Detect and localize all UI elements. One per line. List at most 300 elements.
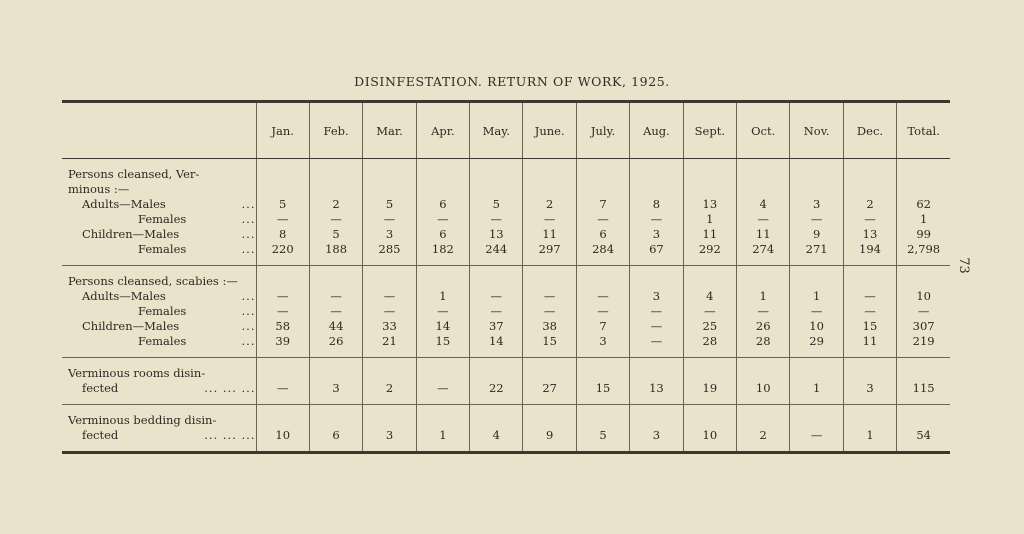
- cell-value: 22: [488, 381, 504, 395]
- cell-value: 38: [542, 319, 557, 333]
- section-heading: Verminous bedding disin-: [68, 413, 217, 427]
- value-cell: [256, 266, 309, 358]
- section-heading: Verminous rooms disin-: [68, 366, 206, 380]
- leader-dots: ... ... ...: [204, 381, 256, 395]
- value-cell: [737, 405, 790, 453]
- value-cell: [363, 266, 416, 358]
- value-cell: [683, 405, 736, 453]
- row-label-text: Females: [138, 334, 187, 348]
- cell-value: 1: [812, 381, 821, 395]
- cell-value: 25: [702, 319, 718, 333]
- spacer: [737, 413, 789, 428]
- spacer: [684, 182, 736, 197]
- row-label: [68, 242, 256, 257]
- cell-value: 220: [271, 242, 294, 256]
- value-cell: [256, 159, 309, 266]
- cell-value: 4: [759, 197, 767, 211]
- cell-value: 3: [385, 428, 394, 442]
- cell-value: 19: [702, 381, 718, 395]
- cell-value: —: [864, 212, 876, 226]
- cell-value: 15: [542, 334, 557, 348]
- spacer: [257, 167, 309, 182]
- cell-value: 5: [599, 428, 607, 442]
- cell-value: 10: [755, 381, 771, 395]
- cell-value: 99: [916, 227, 931, 241]
- cell-value: 11: [542, 227, 557, 241]
- value-cell: [843, 358, 896, 405]
- value-cell: [470, 159, 523, 266]
- cell-value: 15: [862, 319, 878, 333]
- cell-value: 11: [862, 334, 878, 348]
- spacer: [523, 366, 575, 381]
- cell-value: —: [810, 304, 823, 318]
- spacer: [257, 182, 309, 197]
- row-label-text: Adults—Males: [82, 197, 166, 211]
- spacer: [363, 274, 415, 289]
- column-header: Feb.: [309, 102, 362, 159]
- spacer: [577, 167, 629, 182]
- value-cell: [737, 159, 790, 266]
- value-cell: [737, 266, 790, 358]
- spacer: [897, 274, 950, 289]
- row-label-text: fected: [82, 381, 119, 395]
- value-cell: [470, 405, 523, 453]
- cell-value: —: [810, 212, 823, 226]
- cell-value: 2: [759, 428, 767, 442]
- value-cell: [576, 159, 629, 266]
- cell-value: —: [437, 304, 449, 318]
- spacer: [310, 167, 362, 182]
- spacer: [897, 167, 950, 182]
- cell-value: 1: [812, 289, 821, 303]
- cell-value: 10: [916, 289, 931, 303]
- spacer: [363, 413, 415, 428]
- cell-value: 26: [755, 319, 771, 333]
- cell-value: —: [276, 381, 289, 395]
- value-cell: [843, 405, 896, 453]
- cell-value: —: [864, 289, 876, 303]
- cell-value: 182: [431, 242, 454, 256]
- spacer: [417, 182, 469, 197]
- value-cell: [309, 159, 362, 266]
- spacer: [523, 182, 575, 197]
- cell-value: 1: [439, 289, 447, 303]
- value-cell: [576, 266, 629, 358]
- cell-value: 8: [652, 197, 661, 211]
- cell-value: —: [757, 304, 769, 318]
- cell-value: —: [330, 212, 342, 226]
- cell-value: 3: [652, 428, 661, 442]
- cell-value: 3: [652, 227, 661, 241]
- cell-value: 39: [275, 334, 291, 348]
- cell-value: —: [650, 212, 663, 226]
- column-header: May.: [470, 102, 523, 159]
- cell-value: —: [543, 289, 556, 303]
- value-cell: [256, 405, 309, 453]
- value-cell: [523, 358, 576, 405]
- spacer: [790, 167, 842, 182]
- value-cell: [576, 358, 629, 405]
- cell-value: 10: [809, 319, 824, 333]
- value-cell: [523, 405, 576, 453]
- cell-value: 2: [545, 197, 554, 211]
- spacer: [630, 182, 682, 197]
- value-cell: [523, 159, 576, 266]
- cell-value: 1: [759, 289, 767, 303]
- cell-value: —: [276, 304, 289, 318]
- spacer: [417, 413, 469, 428]
- cell-value: —: [383, 304, 396, 318]
- cell-value: 6: [332, 428, 340, 442]
- spacer: [737, 366, 789, 381]
- cell-value: 6: [439, 197, 447, 211]
- column-header: Sept.: [683, 102, 736, 159]
- cell-value: 13: [649, 381, 664, 395]
- cell-value: 13: [702, 197, 718, 211]
- cell-value: 14: [435, 319, 451, 333]
- cell-value: 5: [492, 197, 500, 211]
- cell-value: 67: [649, 242, 664, 256]
- column-header: Apr.: [416, 102, 469, 159]
- spacer: [257, 413, 309, 428]
- header-row: [62, 102, 950, 159]
- cell-value: 9: [545, 428, 554, 442]
- cell-value: 5: [385, 197, 394, 211]
- spacer: [737, 182, 789, 197]
- cell-value: 9: [812, 227, 821, 241]
- cell-value: 219: [912, 334, 935, 348]
- leader-dots: ...: [241, 304, 256, 318]
- cell-value: 10: [702, 428, 718, 442]
- cell-value: —: [597, 304, 609, 318]
- value-cell: [363, 358, 416, 405]
- value-cell: [309, 266, 362, 358]
- leader-dots: ...: [241, 227, 256, 241]
- cell-value: —: [330, 304, 342, 318]
- spacer: [363, 366, 415, 381]
- value-cell: [309, 405, 362, 453]
- value-cell: [790, 405, 843, 453]
- column-header: Oct.: [737, 102, 790, 159]
- value-cell: [897, 358, 950, 405]
- cell-value: —: [437, 381, 449, 395]
- value-cell: [630, 405, 683, 453]
- cell-value: 54: [916, 428, 931, 442]
- row-label: [68, 304, 256, 319]
- cell-value: 21: [382, 334, 397, 348]
- value-cell: [897, 159, 950, 266]
- spacer: [790, 413, 842, 428]
- spacer: [630, 167, 682, 182]
- section-heading: minous :—: [68, 182, 130, 196]
- cell-value: —: [437, 212, 449, 226]
- spacer: [470, 366, 522, 381]
- cell-value: 3: [599, 334, 607, 348]
- value-cell: [416, 358, 469, 405]
- cell-value: —: [383, 212, 396, 226]
- cell-value: 11: [702, 227, 718, 241]
- spacer: [310, 366, 362, 381]
- spacer: [684, 167, 736, 182]
- spacer: [844, 182, 896, 197]
- spacer: [630, 413, 682, 428]
- spacer: [844, 167, 896, 182]
- cell-value: 307: [912, 319, 935, 333]
- cell-value: 1: [706, 212, 714, 226]
- cell-value: 2: [385, 381, 394, 395]
- row-label-text: Females: [138, 304, 187, 318]
- spacer: [577, 366, 629, 381]
- cell-value: 271: [805, 242, 828, 256]
- spacer: [684, 413, 736, 428]
- cell-value: —: [543, 212, 556, 226]
- cell-value: 44: [328, 319, 344, 333]
- row-label: [68, 381, 256, 396]
- cell-value: 274: [752, 242, 775, 256]
- cell-value: 194: [859, 242, 881, 256]
- spacer: [470, 274, 522, 289]
- cell-value: —: [650, 304, 663, 318]
- row-label-text: Females: [138, 242, 187, 256]
- page-title: DISINFESTATION. RETURN OF WORK, 1925.: [354, 74, 670, 89]
- cell-value: 13: [862, 227, 878, 241]
- cell-value: 28: [702, 334, 718, 348]
- value-cell: [843, 159, 896, 266]
- leader-dots: ...: [241, 242, 256, 256]
- cell-value: —: [490, 304, 502, 318]
- cell-value: 15: [595, 381, 611, 395]
- row-label: [68, 227, 256, 242]
- cell-value: 1: [439, 428, 447, 442]
- value-cell: [576, 405, 629, 453]
- cell-value: —: [490, 212, 502, 226]
- spacer: [630, 274, 682, 289]
- row-label-text: Children—Males: [82, 319, 180, 333]
- cell-value: —: [597, 212, 609, 226]
- table-section: [62, 266, 950, 358]
- value-cell: [416, 266, 469, 358]
- cell-value: —: [864, 304, 876, 318]
- cell-value: 58: [275, 319, 291, 333]
- cell-value: 292: [698, 242, 721, 256]
- page-number: 73: [955, 257, 971, 274]
- row-label: [68, 289, 256, 304]
- spacer: [257, 274, 309, 289]
- cell-value: 3: [812, 197, 821, 211]
- cell-value: 6: [439, 227, 447, 241]
- cell-value: —: [330, 289, 342, 303]
- row-label: [68, 197, 256, 212]
- cell-value: —: [650, 334, 663, 348]
- spacer: [577, 182, 629, 197]
- column-header: Jan.: [256, 102, 309, 159]
- section-heading: Persons cleansed, Ver-: [68, 167, 200, 181]
- cell-value: 33: [382, 319, 397, 333]
- row-label: [68, 212, 256, 227]
- cell-value: 188: [325, 242, 348, 256]
- spacer: [844, 413, 896, 428]
- cell-value: 3: [652, 289, 661, 303]
- cell-value: 284: [592, 242, 615, 256]
- cell-value: 285: [378, 242, 401, 256]
- spacer: [844, 274, 896, 289]
- spacer: [684, 366, 736, 381]
- cell-value: 15: [435, 334, 451, 348]
- column-header: July.: [576, 102, 629, 159]
- row-label: [68, 334, 256, 349]
- leader-dots: ...: [241, 289, 256, 303]
- header-blank-cell: [62, 102, 256, 159]
- column-header: Aug.: [630, 102, 683, 159]
- cell-value: 13: [488, 227, 504, 241]
- cell-value: 10: [275, 428, 291, 442]
- value-cell: [897, 405, 950, 453]
- spacer: [897, 182, 950, 197]
- value-cell: [683, 266, 736, 358]
- cell-value: —: [490, 289, 502, 303]
- cell-value: —: [383, 289, 396, 303]
- cell-value: 2,798: [907, 242, 941, 256]
- spacer: [737, 167, 789, 182]
- row-label-cell: [62, 358, 256, 405]
- section-heading: Persons cleansed, scabies :—: [68, 274, 238, 288]
- value-cell: [416, 405, 469, 453]
- value-cell: [416, 159, 469, 266]
- value-cell: [790, 266, 843, 358]
- row-label: [68, 428, 256, 443]
- row-label-text: Females: [138, 212, 187, 226]
- cell-value: 26: [328, 334, 344, 348]
- value-cell: [309, 358, 362, 405]
- cell-value: —: [276, 289, 289, 303]
- row-label-text: Children—Males: [82, 227, 180, 241]
- cell-value: 2: [866, 197, 874, 211]
- cell-value: 1: [919, 212, 928, 226]
- spacer: [684, 274, 736, 289]
- cell-value: 5: [279, 197, 287, 211]
- cell-value: 14: [488, 334, 504, 348]
- cell-value: 3: [332, 381, 340, 395]
- table-section: [62, 159, 950, 266]
- cell-value: 8: [279, 227, 287, 241]
- value-cell: [363, 159, 416, 266]
- cell-value: 244: [485, 242, 508, 256]
- cell-value: 6: [599, 227, 607, 241]
- value-cell: [470, 266, 523, 358]
- spacer: [577, 274, 629, 289]
- cell-value: —: [810, 428, 823, 442]
- leader-dots: ...: [241, 212, 256, 226]
- spacer: [417, 274, 469, 289]
- row-label-cell: [62, 266, 256, 358]
- spacer: [363, 182, 415, 197]
- cell-value: 3: [385, 227, 394, 241]
- value-cell: [363, 405, 416, 453]
- spacer: [523, 167, 575, 182]
- row-label-cell: [62, 405, 256, 453]
- spacer: [310, 182, 362, 197]
- spacer: [844, 366, 896, 381]
- value-cell: [683, 358, 736, 405]
- spacer: [523, 413, 575, 428]
- spacer: [363, 167, 415, 182]
- cell-value: 2: [332, 197, 340, 211]
- cell-value: —: [276, 212, 289, 226]
- row-label-cell: [62, 159, 256, 266]
- leader-dots: ...: [241, 334, 256, 348]
- spacer: [417, 167, 469, 182]
- cell-value: 1: [866, 428, 874, 442]
- cell-value: 5: [332, 227, 340, 241]
- cell-value: —: [650, 319, 663, 333]
- spacer: [737, 274, 789, 289]
- row-label: [68, 319, 256, 334]
- disinfestation-table: [62, 100, 950, 454]
- value-cell: [630, 358, 683, 405]
- cell-value: 37: [488, 319, 504, 333]
- column-header: Dec.: [843, 102, 896, 159]
- cell-value: —: [704, 304, 716, 318]
- value-cell: [897, 266, 950, 358]
- cell-value: —: [597, 289, 609, 303]
- value-cell: [737, 358, 790, 405]
- column-header: Nov.: [790, 102, 843, 159]
- leader-dots: ...: [241, 319, 256, 333]
- cell-value: 7: [599, 319, 607, 333]
- cell-value: 7: [599, 197, 607, 211]
- value-cell: [790, 358, 843, 405]
- cell-value: 4: [492, 428, 500, 442]
- cell-value: 297: [538, 242, 561, 256]
- spacer: [897, 413, 950, 428]
- spacer: [257, 366, 309, 381]
- spacer: [897, 366, 950, 381]
- cell-value: 4: [706, 289, 714, 303]
- value-cell: [630, 159, 683, 266]
- spacer: [470, 413, 522, 428]
- cell-value: —: [757, 212, 769, 226]
- value-cell: [790, 159, 843, 266]
- cell-value: 29: [809, 334, 824, 348]
- table-section: [62, 405, 950, 453]
- cell-value: 62: [916, 197, 931, 211]
- spacer: [310, 274, 362, 289]
- value-cell: [843, 266, 896, 358]
- cell-value: 28: [755, 334, 771, 348]
- leader-dots: ...: [241, 197, 256, 211]
- spacer: [470, 167, 522, 182]
- cell-value: 11: [755, 227, 771, 241]
- spacer: [790, 274, 842, 289]
- row-label-text: Adults—Males: [82, 289, 166, 303]
- row-label-text: fected: [82, 428, 119, 442]
- value-cell: [256, 358, 309, 405]
- value-cell: [683, 159, 736, 266]
- spacer: [470, 182, 522, 197]
- value-cell: [630, 266, 683, 358]
- value-cell: [523, 266, 576, 358]
- spacer: [417, 366, 469, 381]
- cell-value: —: [543, 304, 556, 318]
- cell-value: 27: [542, 381, 557, 395]
- cell-value: 115: [912, 381, 935, 395]
- cell-value: —: [917, 304, 930, 318]
- column-header: June.: [523, 102, 576, 159]
- spacer: [790, 366, 842, 381]
- spacer: [310, 413, 362, 428]
- spacer: [523, 274, 575, 289]
- leader-dots: ... ... ...: [204, 428, 256, 442]
